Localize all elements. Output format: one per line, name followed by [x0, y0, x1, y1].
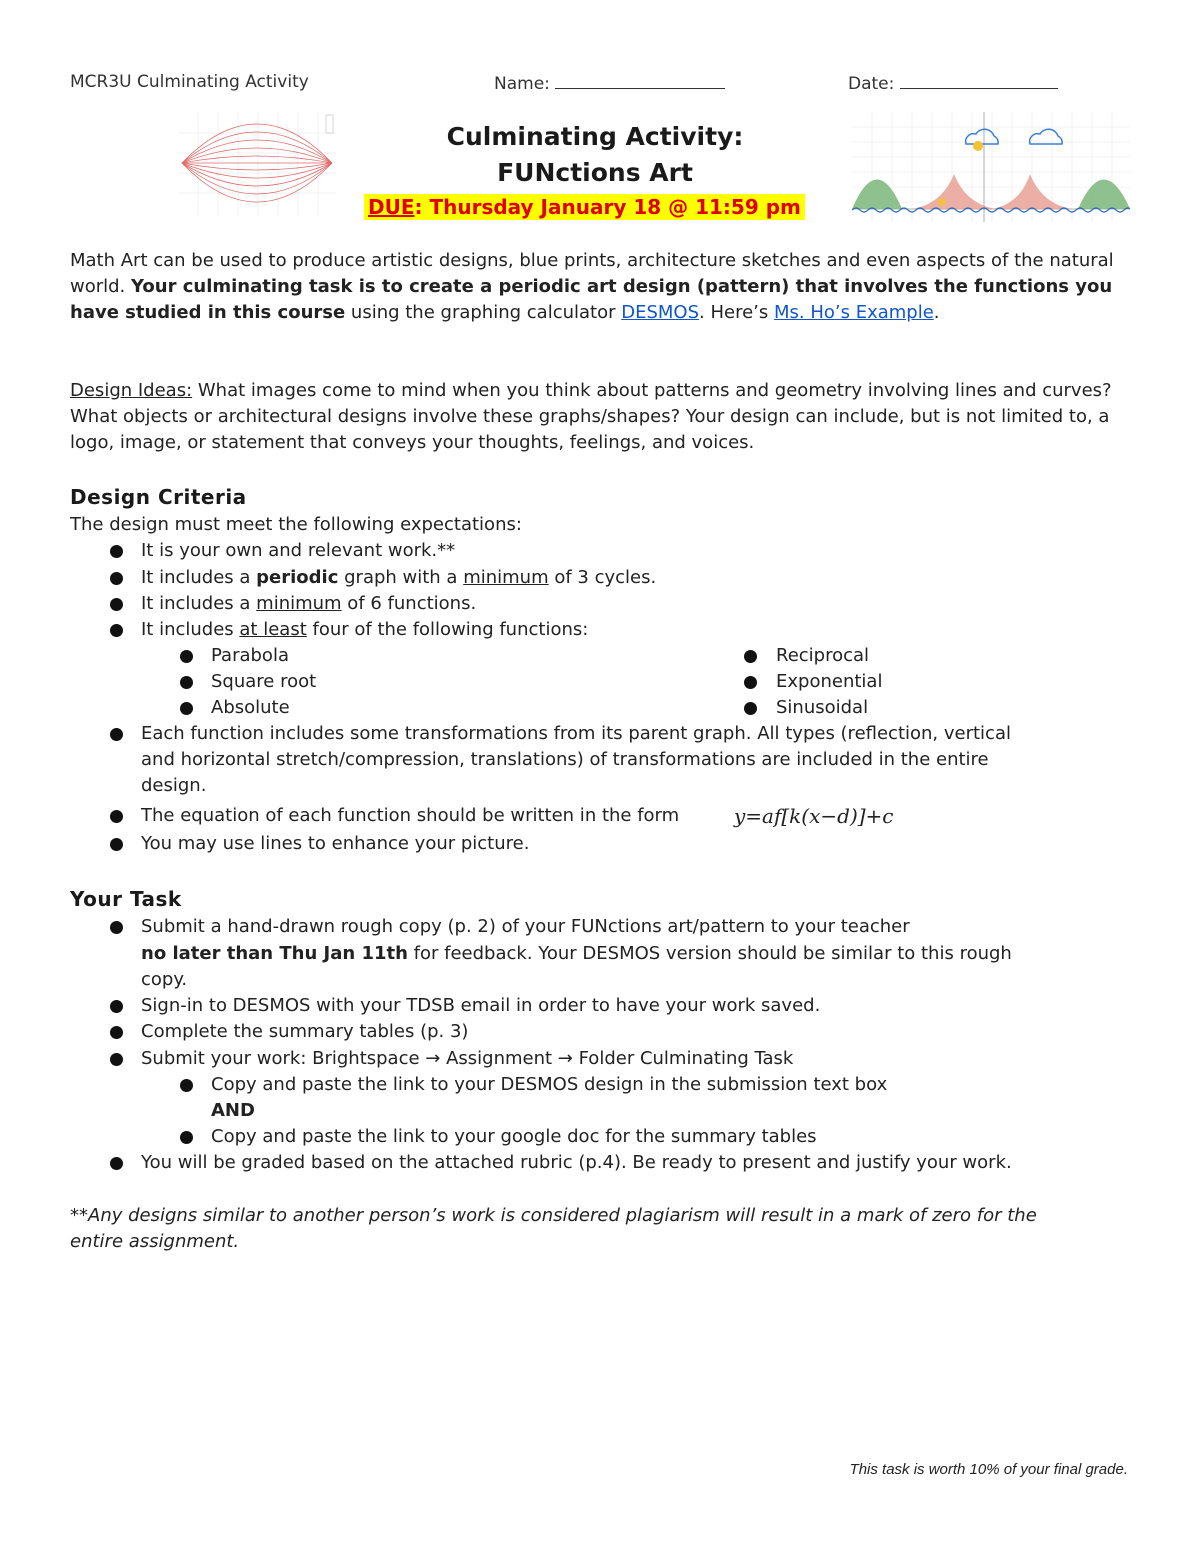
due-text: : Thursday January 18 @ 11:59 pm [414, 195, 801, 219]
function-item-absolute: Absolute [211, 697, 290, 718]
criteria-item-four-functions [141, 617, 588, 643]
bullet-icon [180, 650, 193, 663]
criteria-text: of 3 cycles. [548, 567, 657, 588]
function-item-exponential: Exponential [776, 671, 883, 692]
bullet-icon [110, 728, 123, 741]
desmos-scene-image [852, 112, 1130, 222]
bullet-icon [180, 676, 193, 689]
your-task-heading: Your Task [70, 887, 182, 911]
criteria-underline: minimum [256, 593, 342, 614]
bullet-icon [110, 1053, 123, 1066]
criteria-item-lines: You may use lines to enhance your picture. [141, 833, 530, 854]
criteria-text: graph with a [338, 567, 464, 588]
intro-text-1: Math Art can be used to produce artistic designs, blue prints, architecture sketches and even aspects of the natural world. [70, 250, 1114, 297]
plagiarism-note-line-2: entire assignment. [70, 1231, 240, 1252]
name-blank [555, 72, 725, 89]
bullet-icon [180, 1079, 193, 1092]
task-item-rough-copy-line-3: copy. [141, 969, 188, 990]
function-item-sinusoidal: Sinusoidal [776, 697, 869, 718]
task-item-rough-copy-line-1: Submit a hand-drawn rough copy (p. 2) of your FUNctions art/pattern to your teacher [141, 916, 910, 937]
date-label: Date: [848, 74, 895, 94]
criteria-intro: The design must meet the following expectations: [70, 514, 522, 535]
equation-formula: y=af[k(x−d)]+c [734, 804, 894, 828]
bullet-icon [744, 650, 757, 663]
task-item-rough-copy-line-2 [141, 941, 1012, 967]
criteria-item-transformations-line-3: design. [141, 775, 207, 796]
criteria-item-transformations-line-1: Each function includes some transformations from its parent graph. All types (reflection, vertical [141, 723, 1011, 744]
intro-text-4: . [933, 302, 940, 323]
criteria-bold: periodic [256, 567, 339, 588]
bullet-icon [180, 1131, 193, 1144]
criteria-item-six-functions [141, 591, 476, 617]
bullet-icon [744, 702, 757, 715]
due-date-banner [364, 194, 805, 220]
task-item-rubric: You will be graded based on the attached rubric (p.4). Be ready to present and justify your work. [141, 1152, 1012, 1173]
bullet-icon [110, 624, 123, 637]
bullet-icon [110, 545, 123, 558]
design-ideas-text: What images come to mind when you think about patterns and geometry involving lines and curves? What objects or architectural designs involve these graphs/shapes? Your design can include, but is not limited to, a logo, image, or statement that conveys your thoughts, feelings, and voices. [70, 380, 1112, 453]
design-criteria-heading: Design Criteria [70, 485, 247, 509]
bullet-icon [110, 838, 123, 851]
design-ideas-paragraph [70, 378, 1132, 456]
criteria-underline: minimum [463, 567, 549, 588]
function-item-square-root: Square root [211, 671, 317, 692]
bullet-icon [110, 1157, 123, 1170]
criteria-text: four of the following functions: [306, 619, 589, 640]
task-deadline-bold: no later than Thu Jan 11th [141, 943, 408, 964]
grade-weight-note: This task is worth 10% of your final grade. [849, 1461, 1128, 1478]
name-field [494, 72, 725, 94]
course-label: MCR3U Culminating Activity [70, 72, 309, 92]
criteria-item-transformations-line-2: and horizontal stretch/compression, translations) of transformations are included in the entire [141, 749, 989, 770]
desmos-link[interactable]: DESMOS [621, 302, 700, 323]
date-field [848, 72, 1058, 94]
intro-bold-task: Your culminating task is to create a periodic art design (pattern) that involves the functions you have studied in this course [70, 276, 1113, 323]
bullet-icon [110, 1000, 123, 1013]
task-item-summary-tables: Complete the summary tables (p. 3) [141, 1021, 469, 1042]
task-subitem-and: AND [211, 1100, 255, 1121]
intro-text-3: . Here’s [699, 302, 774, 323]
curves-lens-image [178, 113, 336, 215]
title-line-1: Culminating Activity: [446, 122, 744, 151]
bullet-icon [180, 702, 193, 715]
title-line-2: FUNctions Art [497, 158, 693, 187]
function-item-parabola: Parabola [211, 645, 289, 666]
intro-paragraph [70, 248, 1132, 326]
bullet-icon [110, 572, 123, 585]
bullet-icon [110, 810, 123, 823]
criteria-item-own-work: It is your own and relevant work.** [141, 540, 456, 561]
criteria-text: It includes a [141, 593, 257, 614]
example-link[interactable]: Ms. Ho’s Example [773, 302, 934, 323]
plagiarism-note-line-1: **Any designs similar to another person’s work is considered plagiarism will result in a mark of zero for the [70, 1205, 1037, 1226]
function-item-reciprocal: Reciprocal [776, 645, 870, 666]
criteria-text: It includes [141, 619, 240, 640]
bullet-icon [110, 1026, 123, 1039]
name-label: Name: [494, 74, 550, 94]
bullet-icon [110, 598, 123, 611]
task-text: for feedback. Your DESMOS version should be similar to this rough [407, 943, 1012, 964]
criteria-underline: at least [239, 619, 307, 640]
design-ideas-label: Design Ideas: [70, 380, 193, 401]
task-item-sign-in: Sign-in to DESMOS with your TDSB email in order to have your work saved. [141, 995, 821, 1016]
criteria-item-periodic [141, 565, 656, 591]
date-blank [900, 72, 1058, 89]
task-item-submit: Submit your work: Brightspace → Assignment → Folder Culminating Task [141, 1048, 794, 1069]
intro-text-2: using the graphing calculator [345, 302, 622, 323]
task-subitem-google-doc: Copy and paste the link to your google doc for the summary tables [211, 1126, 817, 1147]
criteria-text: of 6 functions. [341, 593, 477, 614]
criteria-text: It includes a [141, 567, 257, 588]
criteria-item-equation-form: The equation of each function should be written in the form [141, 805, 680, 826]
task-subitem-desmos-link: Copy and paste the link to your DESMOS design in the submission text box [211, 1074, 888, 1095]
due-prefix: DUE [368, 195, 415, 219]
bullet-icon [110, 921, 123, 934]
bullet-icon [744, 676, 757, 689]
